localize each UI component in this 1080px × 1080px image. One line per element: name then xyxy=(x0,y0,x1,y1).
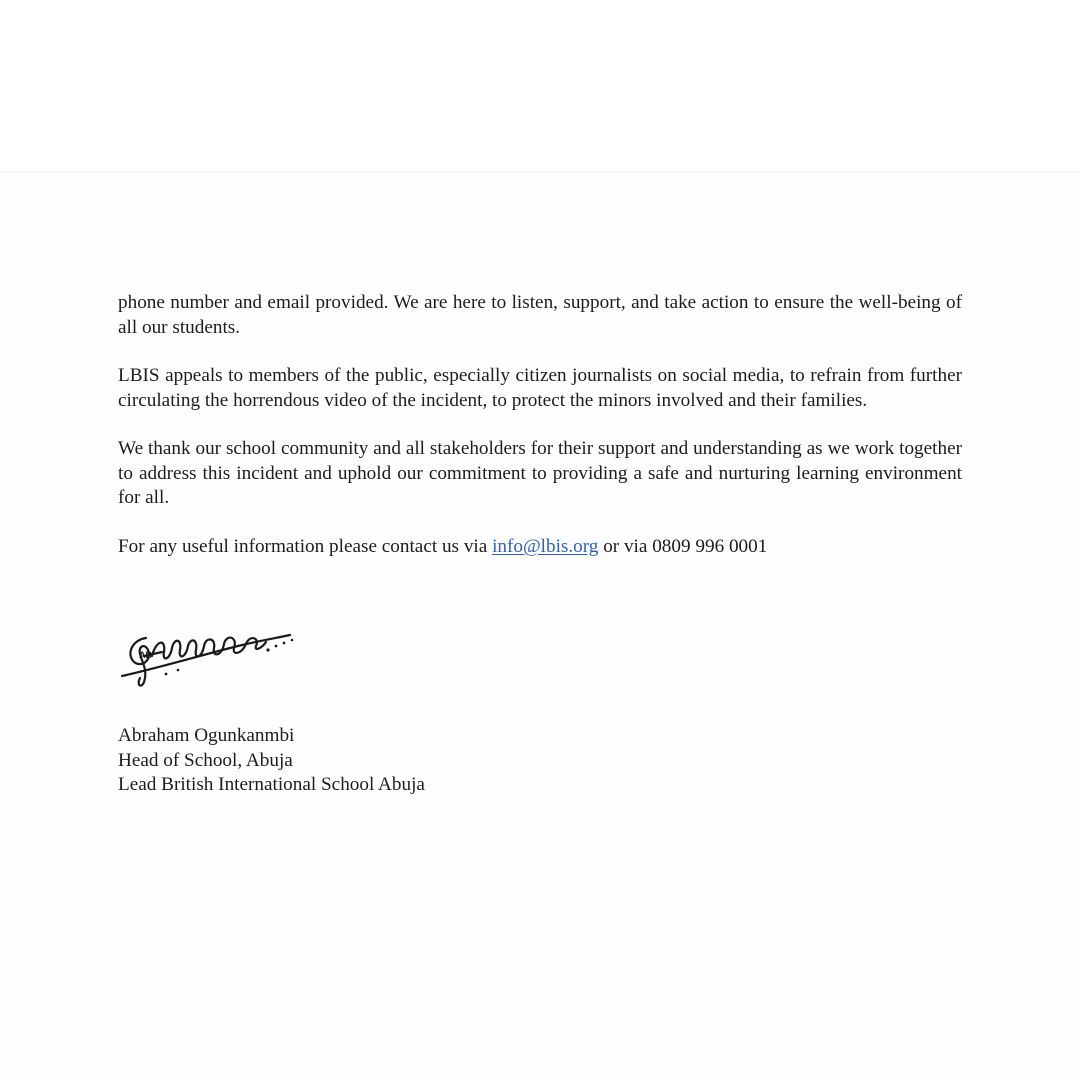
signatory-name: Abraham Ogunkanmbi xyxy=(118,725,295,746)
paragraph-public-appeal: LBIS appeals to members of the public, especially citizen journalists on social media, to refrain from further circulating the horrendous video of the incident, to protect the minors involved and their families. xyxy=(118,365,962,411)
paragraph-thanks: We thank our school community and all stakeholders for their support and understanding as we work together to address this incident and uphold our commitment to providing a safe and nurturing learning environment for all. xyxy=(118,438,962,508)
svg-text:AB: AB xyxy=(139,650,152,660)
contact-line xyxy=(118,535,962,560)
handwritten-signature xyxy=(118,616,298,696)
signature-block xyxy=(118,724,425,798)
email-link[interactable]: info@lbis.org xyxy=(492,535,599,557)
signatory-organization: Lead British International School Abuja xyxy=(118,774,425,795)
contact-prefix: For any useful information please contact us via xyxy=(118,535,488,557)
top-margin-band xyxy=(0,0,1080,172)
paragraph-contact-support: phone number and email provided. We are here to listen, support, and take action to ensure the well-being of all our students. xyxy=(118,292,962,338)
letter-body xyxy=(118,291,962,559)
contact-suffix: or via 0809 996 0001 xyxy=(603,535,768,557)
signatory-title: Head of School, Abuja xyxy=(118,749,293,771)
